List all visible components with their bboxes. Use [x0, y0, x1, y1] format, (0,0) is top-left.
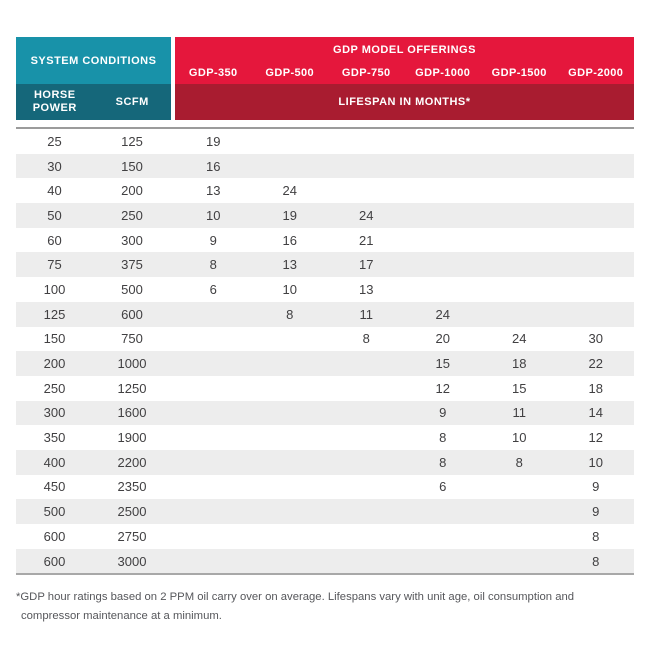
lifespan-cell: 15: [435, 356, 450, 372]
lifespan-cell: 14: [588, 405, 603, 421]
table-header: [16, 37, 634, 120]
table-row: [16, 401, 634, 426]
horse-power-cell: 300: [43, 405, 66, 421]
scfm-cell: 3000: [117, 553, 147, 569]
horse-power-cell: 125: [43, 306, 66, 322]
table-row: [16, 277, 634, 302]
horse-power-cell: 25: [47, 133, 62, 149]
scfm-cell: 125: [121, 133, 143, 149]
table-row: [16, 376, 634, 401]
lifespan-cell: 24: [359, 207, 374, 223]
lifespan-cell: 10: [588, 454, 603, 470]
lifespan-cell: 15: [512, 380, 527, 396]
horse-power-cell: 500: [43, 504, 66, 520]
scfm-cell: 1600: [117, 405, 147, 421]
lifespan-cell: 9: [209, 232, 217, 248]
horse-power-line2: POWER: [32, 102, 77, 114]
scfm-cell: 1000: [117, 356, 147, 372]
model-column-header: GDP-750: [341, 67, 391, 79]
model-column-header: GDP-1500: [491, 67, 547, 79]
scfm-cell: 375: [121, 257, 143, 273]
lifespan-cell: 10: [206, 207, 221, 223]
scfm-cell: 2200: [117, 454, 147, 470]
lifespan-cell: 24: [282, 183, 297, 199]
lifespan-cell: 8: [439, 430, 447, 446]
table-row: [16, 154, 634, 179]
scfm-cell: 200: [121, 183, 143, 199]
lifespan-cell: 9: [592, 504, 600, 520]
horse-power-cell: 250: [43, 380, 66, 396]
model-column-headers: [175, 67, 634, 79]
scfm-column-header: [94, 84, 172, 120]
table-row: [16, 499, 634, 524]
lifespan-cell: 11: [359, 306, 373, 322]
table-row: [16, 351, 634, 376]
lifespan-cell: 8: [592, 528, 600, 544]
scfm-cell: 2350: [117, 479, 147, 495]
table-row: [16, 203, 634, 228]
lifespan-cell: 18: [588, 380, 603, 396]
model-column-header: GDP-2000: [568, 67, 624, 79]
scfm-cell: 500: [121, 281, 143, 297]
lifespan-cell: 8: [515, 454, 523, 470]
lifespan-cell: 10: [282, 281, 297, 297]
lifespan-cell: 20: [435, 331, 450, 347]
model-column-header: GDP-500: [265, 67, 315, 79]
lifespan-cell: 18: [512, 356, 527, 372]
horse-power-cell: 75: [47, 257, 62, 273]
gdp-model-offerings-header: [175, 37, 634, 84]
lifespan-cell: 13: [206, 183, 221, 199]
table-row: [16, 178, 634, 203]
horse-power-cell: 600: [43, 553, 66, 569]
gdp-model-offerings-title: GDP MODEL OFFERINGS: [333, 44, 476, 56]
system-conditions-header: [16, 37, 171, 84]
scfm-cell: 250: [121, 207, 143, 223]
model-column-header: GDP-1000: [415, 67, 471, 79]
table-row: [16, 327, 634, 352]
lifespan-cell: 11: [512, 405, 526, 421]
lifespan-cell: 8: [209, 257, 217, 273]
lifespan-cell: 12: [588, 430, 603, 446]
horse-power-cell: 30: [47, 158, 62, 174]
horse-power-cell: 400: [43, 454, 66, 470]
table-bottom-rule: [16, 573, 634, 575]
lifespan-cell: 16: [282, 232, 297, 248]
scfm-cell: 300: [121, 232, 143, 248]
model-column-header: GDP-350: [188, 67, 238, 79]
lifespan-cell: 8: [592, 553, 600, 569]
table-row: [16, 252, 634, 277]
lifespan-cell: 16: [206, 158, 221, 174]
lifespan-cell: 13: [282, 257, 297, 273]
table-row: [16, 475, 634, 500]
lifespan-cell: 12: [435, 380, 450, 396]
horse-power-column-header: [16, 84, 94, 120]
horse-power-cell: 60: [47, 232, 62, 248]
footnote: *GDP hour ratings based on 2 PPM oil carry over on average. Lifespans vary with unit age, oil consumption and compressor maintenance at a minimum.: [16, 591, 575, 622]
lifespan-cell: 6: [439, 479, 447, 495]
lifespan-cell: 8: [362, 331, 370, 347]
scfm-cell: 150: [121, 158, 143, 174]
lifespan-cell: 19: [282, 207, 297, 223]
horse-power-cell: 350: [43, 430, 66, 446]
lifespan-cell: 13: [359, 281, 374, 297]
table-row: [16, 129, 634, 154]
horse-power-line1: HORSE: [33, 89, 76, 101]
scfm-cell: 600: [121, 306, 143, 322]
scfm-cell: 1250: [117, 380, 147, 396]
horse-power-cell: 450: [43, 479, 66, 495]
lifespan-cell: 8: [439, 454, 447, 470]
system-conditions-subheaders: [16, 84, 171, 120]
horse-power-cell: 150: [43, 331, 66, 347]
lifespan-cell: 9: [439, 405, 447, 421]
lifespan-in-months-header: LIFESPAN IN MONTHS*: [175, 84, 634, 120]
table-row: [16, 228, 634, 253]
lifespan-cell: 9: [592, 479, 600, 495]
scfm-cell: 1900: [117, 430, 147, 446]
table-row: [16, 425, 634, 450]
lifespan-table: [16, 37, 634, 575]
lifespan-cell: 21: [359, 232, 374, 248]
table-row: [16, 549, 634, 574]
lifespan-cell: 10: [512, 430, 527, 446]
lifespan-cell: 24: [435, 306, 450, 322]
lifespan-cell: 24: [512, 331, 527, 347]
lifespan-cell: 6: [209, 281, 217, 297]
horse-power-cell: 40: [47, 183, 62, 199]
table-row: [16, 450, 634, 475]
system-conditions-group: [16, 37, 171, 120]
scfm-cell: 2500: [117, 504, 147, 520]
lifespan-cell: 22: [588, 356, 603, 372]
horse-power-cell: 200: [43, 356, 66, 372]
system-conditions-label: SYSTEM CONDITIONS: [30, 54, 157, 67]
scfm-cell: 2750: [117, 528, 147, 544]
table-row: [16, 302, 634, 327]
scfm-label: SCFM: [115, 95, 149, 108]
horse-power-cell: 50: [47, 207, 62, 223]
table-row: [16, 524, 634, 549]
lifespan-cell: 8: [286, 306, 294, 322]
horse-power-cell: 600: [43, 528, 66, 544]
lifespan-cell: 30: [588, 331, 603, 347]
scfm-cell: 750: [121, 331, 143, 347]
gdp-model-offerings-group: [175, 37, 634, 120]
lifespan-cell: 19: [206, 133, 221, 149]
table-body: [16, 129, 634, 573]
horse-power-cell: 100: [43, 281, 66, 297]
lifespan-cell: 17: [359, 257, 374, 273]
